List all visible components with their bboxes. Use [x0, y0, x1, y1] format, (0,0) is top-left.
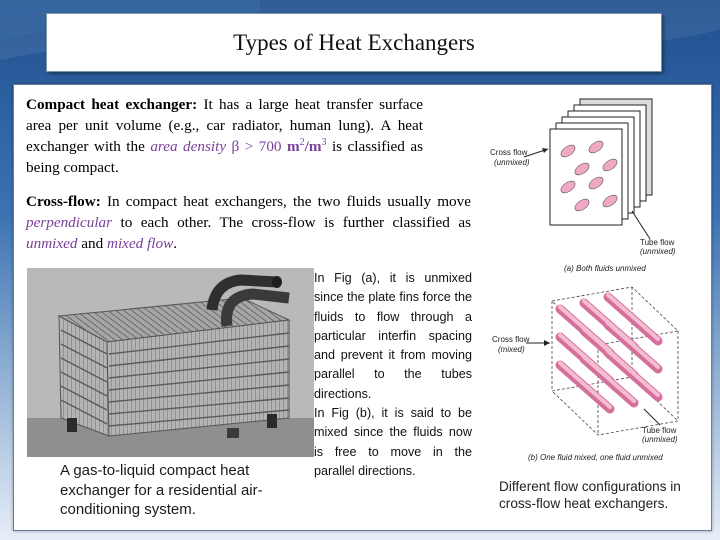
title-box: [46, 13, 662, 72]
unit-m: m: [281, 138, 300, 155]
compact-label: Compact heat exchanger:: [26, 96, 198, 113]
fig-b-cross-flow-label: Cross flow: [492, 335, 530, 344]
figure-a-unmixed: [490, 99, 676, 273]
fig-b-caption: (b) One fluid mixed, one fluid unmixed: [528, 453, 663, 462]
unmixed-term: unmixed: [26, 235, 78, 252]
mixed-flow-term: mixed flow: [106, 235, 174, 252]
para1-text-b: is classified as being compact.: [26, 138, 423, 176]
cross-flow-label: Cross-flow:: [26, 193, 101, 210]
area-density-term: area density: [150, 138, 227, 155]
compact-heat-exchanger-paragraph: [26, 94, 423, 178]
fig-b-cross-flow-sub: (mixed): [498, 345, 525, 354]
fig-a-cross-flow-label: Cross flow: [490, 148, 528, 157]
fig-a-tube-flow-label: Tube flow: [640, 238, 675, 247]
unit-exp-3: 3: [321, 136, 327, 148]
para1-text-a: It has a large heat transfer surface area per unit volume (e.g., car radiator, human lung). A heat exchanger with the: [26, 96, 423, 155]
para2-text-b: to each other. The cross-flow is further classified as: [112, 214, 471, 231]
perpendicular-term: perpendicular: [26, 214, 113, 231]
fig-a-cross-flow-sub: (unmixed): [494, 158, 530, 167]
beta-expression: β > 700: [226, 138, 282, 155]
heat-exchanger-photo: [27, 268, 314, 457]
photo-caption: A gas-to-liquid compact heat exchanger for a residential air-conditioning system.: [60, 462, 263, 518]
content-panel: [13, 84, 712, 531]
slide-title: Types of Heat Exchangers: [233, 29, 475, 55]
cross-flow-paragraph: [26, 191, 471, 254]
fig-b-explanation: In Fig (b), it is said to be mixed since the fluids now is free to move in the parallel directions.: [314, 406, 472, 478]
figure-b-mixed: [492, 287, 678, 462]
fig-b-tube-flow-label: Tube flow: [642, 426, 677, 435]
heat-exchanger-illustration: [27, 268, 314, 457]
para2-text-a: In compact heat exchangers, the two fluids usually move: [100, 193, 471, 210]
para2-text-c: and: [77, 235, 107, 252]
mixing-explanation: [314, 269, 472, 481]
fig-a-tube-flow-sub: (unmixed): [640, 247, 676, 256]
fig-a-caption: (a) Both fluids unmixed: [564, 264, 646, 273]
unit-exp-2: 2: [299, 136, 305, 148]
fig-b-tube-flow-sub: (unmixed): [642, 435, 678, 444]
para2-text-d: .: [173, 235, 178, 252]
unit-slash-m: /m: [304, 138, 322, 155]
fig-a-explanation: In Fig (a), it is unmixed since the plate fins force the fluids to flow through a particular interfin spacing and prevent it from moving parallel to the tubes directions.: [314, 271, 472, 401]
figure-caption: Different flow configurations in cross-flow heat exchangers.: [499, 479, 681, 511]
flow-configuration-figures: [482, 91, 708, 525]
